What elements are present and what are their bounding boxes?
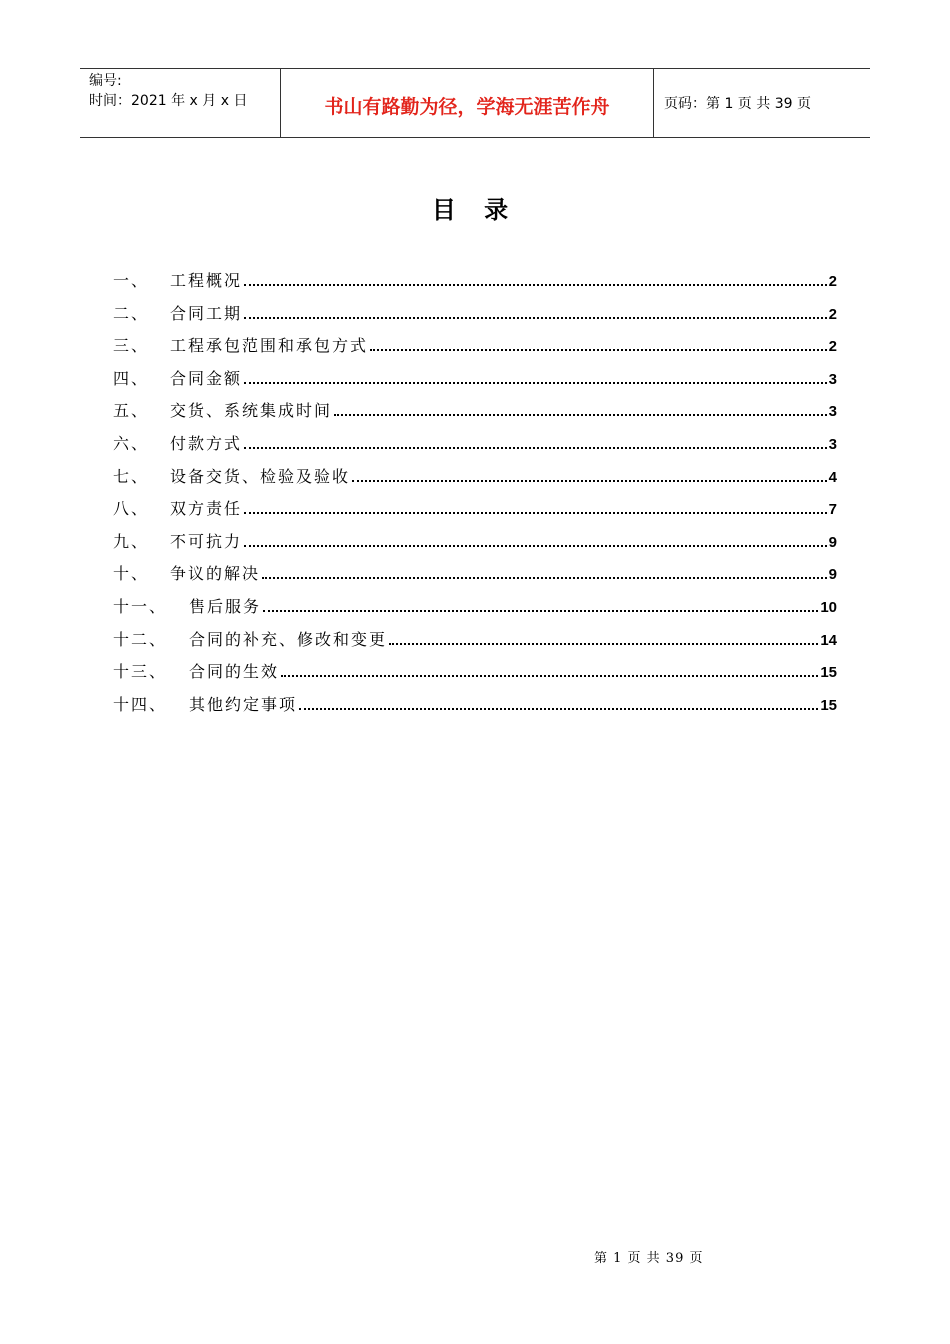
header-page-info: 页码：第 1 页 共 39 页: [664, 96, 811, 112]
toc-entry-page: 9: [828, 566, 837, 584]
toc-entry-number: 六、: [113, 433, 150, 453]
toc-entry-number: 四、: [113, 368, 150, 388]
toc-entry-number: 十一、: [113, 596, 168, 616]
toc-entry-page: 2: [828, 273, 837, 290]
toc-entry-number: 二、: [113, 303, 150, 323]
toc-leader-dots: [281, 674, 818, 677]
toc-entry-label: 交货、系统集成时间: [170, 401, 333, 421]
toc-leader-dots: [389, 642, 818, 645]
time-label: 时间：2021 年 x 月 x 日: [89, 93, 248, 109]
page-footer: 第 1 页 共 39 页: [594, 1251, 704, 1266]
toc-entry-number: 七、: [113, 466, 150, 486]
toc-leader-dots: [334, 413, 827, 416]
toc-entry-number: 十四、: [113, 694, 168, 714]
toc-entry-label: 售后服务: [189, 596, 262, 616]
toc-entry-number: 三、: [113, 336, 150, 356]
toc-entry-page: 3: [828, 403, 837, 421]
toc-leader-dots: [262, 576, 827, 579]
toc-entry-number: 九、: [113, 531, 150, 551]
toc-entry-number: 十二、: [113, 629, 168, 649]
toc-entry-page: 4: [828, 468, 837, 486]
toc-entry-label: 合同的补充、修改和变更: [189, 629, 388, 649]
toc-entry-label: 不可抗力: [170, 531, 243, 551]
toc-entry-label: 其他约定事项: [189, 694, 298, 714]
code-label: 编号:: [89, 73, 122, 89]
toc-entry-label: 工程承包范围和承包方式: [170, 336, 369, 356]
toc-entry[interactable]: [113, 464, 837, 497]
toc-entry[interactable]: [113, 561, 837, 594]
toc-entry[interactable]: [113, 692, 837, 725]
toc-entry-page: 10: [820, 598, 837, 616]
toc-entry[interactable]: [113, 431, 837, 464]
toc-entry-label: 合同金额: [170, 368, 243, 388]
toc-entry-label: 双方责任: [170, 499, 243, 519]
toc-entry-label: 付款方式: [170, 433, 243, 453]
toc-leader-dots: [352, 479, 827, 482]
toc-entry[interactable]: [113, 398, 837, 431]
toc-entry-page: 2: [828, 338, 837, 356]
toc-entry[interactable]: [113, 496, 837, 529]
toc-entry-label: 合同的生效: [189, 662, 280, 682]
toc-entry-number: 一、: [113, 271, 150, 290]
toc-entry[interactable]: [113, 529, 837, 562]
toc-entry-number: 十、: [113, 564, 150, 584]
toc-entry[interactable]: [113, 627, 837, 660]
toc-entry-page: 14: [820, 631, 837, 649]
toc-entry-number: 八、: [113, 499, 150, 519]
toc-entry-label: 设备交货、检验及验收: [170, 466, 351, 486]
toc-entry[interactable]: [113, 301, 837, 334]
toc-entry-page: 9: [828, 533, 837, 551]
toc-leader-dots: [370, 348, 827, 351]
toc-leader-dots: [263, 609, 818, 612]
page-header: [80, 68, 870, 138]
toc-entry[interactable]: [113, 268, 837, 301]
toc-leader-dots: [244, 381, 827, 384]
toc-entry-page: 7: [828, 501, 837, 519]
toc-entry-page: 2: [828, 305, 837, 323]
toc-entry-number: 十三、: [113, 662, 168, 682]
toc-leader-dots: [244, 511, 827, 514]
toc-entry-page: 3: [828, 435, 837, 453]
toc-leader-dots: [244, 283, 827, 286]
toc-entry[interactable]: [113, 659, 837, 692]
table-of-contents: [113, 268, 837, 724]
toc-entry[interactable]: [113, 366, 837, 399]
toc-leader-dots: [244, 544, 827, 547]
toc-leader-dots: [244, 446, 827, 449]
toc-entry-label: 合同工期: [170, 303, 243, 323]
toc-entry-number: 五、: [113, 401, 150, 421]
toc-entry-page: 3: [828, 370, 837, 388]
toc-entry-label: 争议的解决: [170, 564, 261, 584]
toc-entry-page: 15: [820, 696, 837, 714]
toc-entry-label: 工程概况: [170, 271, 243, 290]
toc-entry[interactable]: [113, 333, 837, 366]
header-motto: 书山有路勤为径，学海无涯苦作舟: [281, 69, 654, 137]
toc-leader-dots: [299, 707, 818, 710]
toc-leader-dots: [244, 316, 827, 319]
header-info-cell: [80, 69, 281, 137]
toc-entry[interactable]: [113, 594, 837, 627]
toc-entry-page: 15: [820, 664, 837, 682]
document-title: 目 录: [431, 196, 519, 224]
